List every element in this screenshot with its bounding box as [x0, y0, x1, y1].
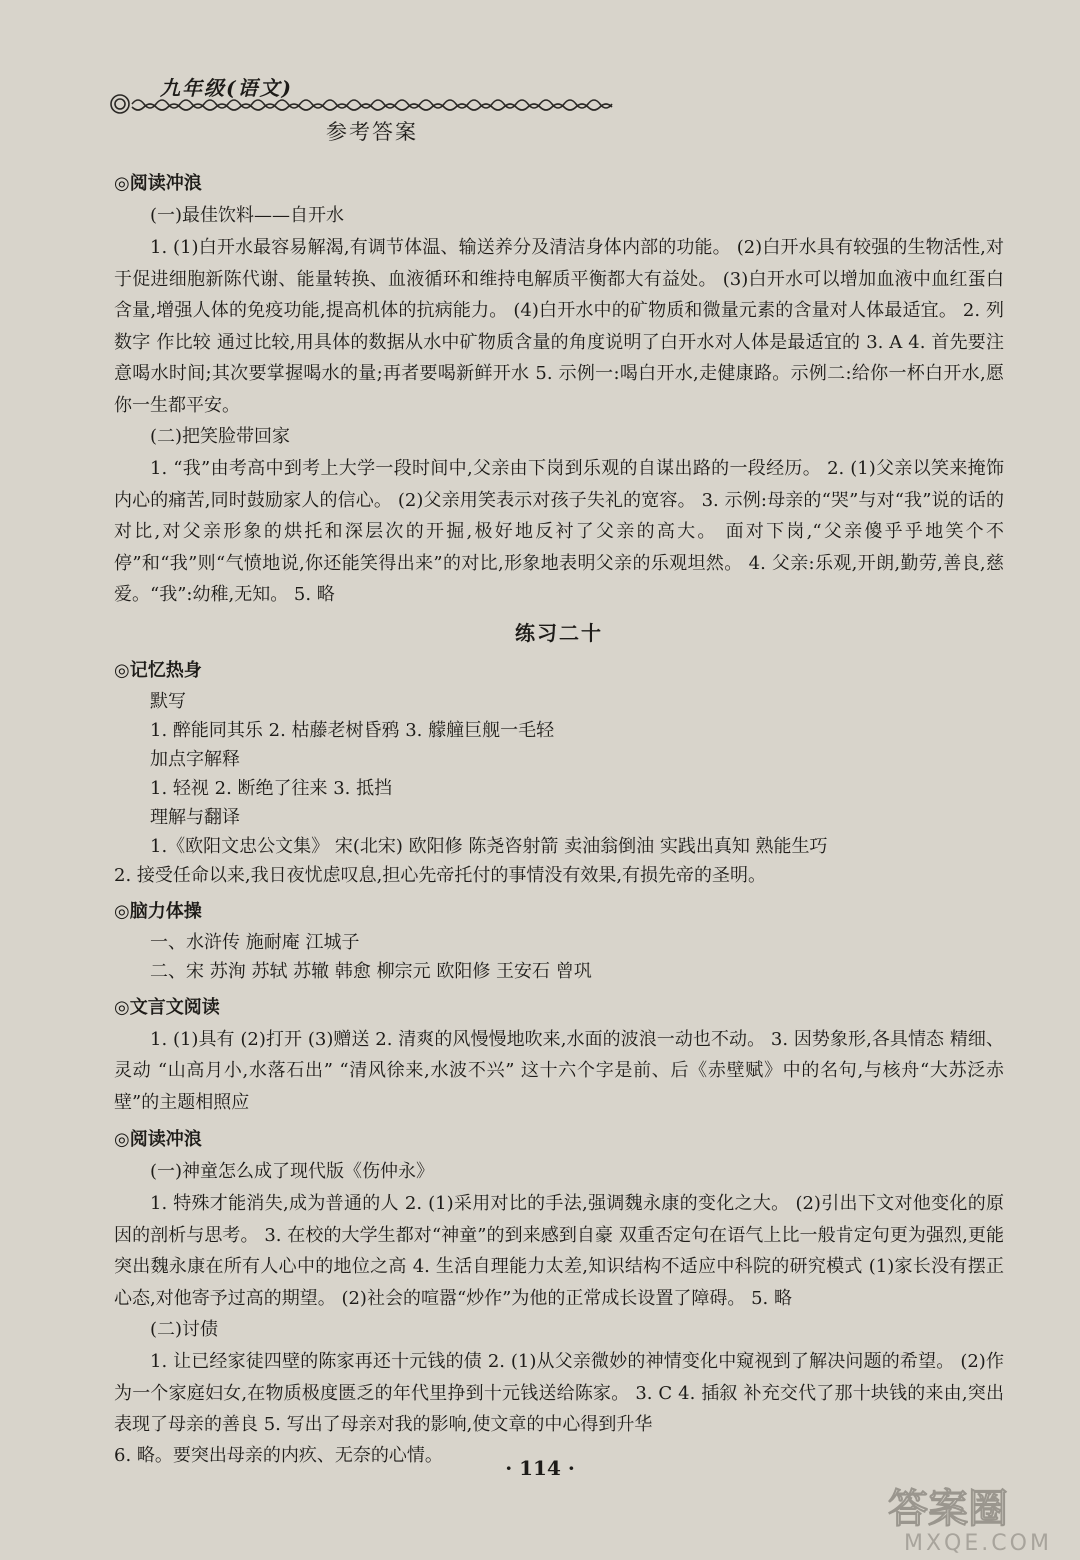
answer-paragraph: 1. (1)具有 (2)打开 (3)赠送 2. 清爽的风慢慢地吹来,水面的波浪一动也不动。 3. 因势象形,各具情态 精细、灵动 “山高月小,水落石出” “清风徐来,水波不兴” 这十六个字是前、后《赤壁赋》中的名句,与核舟“大苏泛赤壁”的主题相照应	[114, 1028, 1004, 1113]
section-heading	[114, 168, 1004, 200]
section-label: 阅读冲浪	[129, 1129, 202, 1150]
answer-paragraph: 1. 特殊才能消失,成为普通的人 2. (1)采用对比的手法,强调魏永康的变化之大。 (2)引出下文对他变化的原因的剖析与思考。 3. 在校的大学生都对“神童”的到来感到自豪 双重否定句在语气上比一般肯定句更为强烈,更能突出魏永康在所有人心中的地位之高 4. 生活自理能力太差,知识结构不适应中科院的研究模式 (1)家长没有摆正心态,对他寄予过高的期望。 (2)社会的喧嚣“炒作”为他的正常成长设置了障碍。 5. 略	[114, 1193, 1004, 1309]
section-heading	[114, 655, 1004, 687]
answer-line: 1. 醉能同其乐 2. 枯藤老树昏鸦 3. 艨艟巨舰一毛轻	[150, 719, 555, 741]
circle-marker-icon: ◎	[114, 173, 130, 194]
circle-marker-icon: ◎	[114, 996, 130, 1018]
page-number: · 114 ·	[505, 1456, 575, 1480]
circle-marker-icon: ◎	[114, 900, 130, 922]
answer-paragraph: 1. (1)白开水最容易解渴,有调节体温、输送养分及清洁身体内部的功能。 (2)白开水具有较强的生物活性,对于促进细胞新陈代谢、能量转换、血液循环和维持电解质平衡都大有益处。 (3)白开水可以增加血液中血红蛋白含量,增强人体的免疫功能,提高机体的抗病能力。 (4)白开水中的矿物质和微量元素的含量对人体最适宜。 2. 列数字 作比较 通过比较,用具体的数据从水中矿物质含量的角度说明了白开水对人体是最适宜的 3. A 4. 首先要注意喝水时间;其次要掌握喝水的量;再者要喝新鲜开水 5. 示例一:喝白开水,走健康路。示例二:给你一杯白开水,愿你一生都平安。	[114, 237, 1004, 416]
answer-line: 6. 略。要突出母亲的内疚、无奈的心情。	[114, 1444, 443, 1466]
answer-line: 二、宋 苏洵 苏轼 苏辙 韩愈 柳宗元 欧阳修 王安石 曾巩	[150, 960, 592, 982]
subsection-title: 加点字解释	[150, 748, 240, 770]
answer-paragraph: 1. 让已经家徒四壁的陈家再还十元钱的债 2. (1)从父亲微妙的神情变化中窥视到了解决问题的希望。 (2)作为一个家庭妇女,在物质极度匮乏的年代里挣到十元钱送给陈家。 3. C 4. 插叙 补充交代了那十块钱的来由,突出表现了母亲的善良 5. 写出了母亲对我的影响,使文章的中心得到升华	[114, 1351, 1004, 1435]
section-label: 阅读冲浪	[129, 173, 202, 194]
subsection-title: (二)把笑脸带回家	[150, 426, 291, 447]
section-label: 记忆热身	[129, 659, 202, 681]
answers-title: 参考答案	[326, 120, 418, 144]
section-heading	[114, 992, 1004, 1024]
subsection-title: 默写	[150, 690, 186, 712]
answer-line: 一、水浒传 施耐庵 江城子	[150, 931, 360, 953]
subsection-title: 理解与翻译	[150, 806, 240, 828]
section-label: 脑力体操	[129, 900, 202, 922]
subsection-title: (一)神童怎么成了现代版《伤仲永》	[150, 1161, 435, 1182]
watermark-text: 答案圈	[888, 1486, 1008, 1532]
circle-marker-icon: ◎	[114, 659, 130, 681]
circle-marker-icon: ◎	[114, 1129, 130, 1150]
decorative-flourish-icon	[108, 92, 638, 116]
section-label: 文言文阅读	[129, 996, 220, 1018]
practice-title: 练习二十	[515, 620, 603, 645]
watermark-logo-icon	[880, 1478, 1070, 1556]
subsection-title: (二)讨债	[150, 1319, 219, 1340]
section-heading	[114, 896, 1004, 928]
answer-content	[114, 168, 1004, 1470]
answer-line: 1. 轻视 2. 断绝了往来 3. 抵挡	[150, 777, 393, 799]
subsection-title: (一)最佳饮料——自开水	[150, 205, 345, 226]
answer-line: 1.《欧阳文忠公文集》 宋(北宋) 欧阳修 陈尧咨射箭 卖油翁倒油 实践出真知 熟能生巧	[150, 835, 828, 857]
watermark-url: MXQE.COM	[904, 1531, 1052, 1556]
grade-header: 九年级(语文)	[160, 76, 293, 100]
section-heading	[114, 1124, 1004, 1156]
answer-line: 2. 接受任命以来,我日夜忧虑叹息,担心先帝托付的事情没有效果,有损先帝的圣明。	[114, 864, 767, 886]
answer-paragraph: 1. “我”由考高中到考上大学一段时间中,父亲由下岗到乐观的自谋出路的一段经历。 2. (1)父亲以笑来掩饰内心的痛苦,同时鼓励家人的信心。 (2)父亲用笑表示对孩子失礼的宽容。 3. 示例:母亲的“哭”与对“我”说的话的对比,对父亲形象的烘托和深层次的开掘,极好地反衬了父亲的高大。 面对下岗,“父亲傻乎乎地笑个不停”和“我”则“气愤地说,你还能笑得出来”的对比,形象地表明父亲的乐观坦然。 4. 父亲:乐观,开朗,勤劳,善良,慈爱。“我”:幼稚,无知。 5. 略	[114, 458, 1004, 605]
